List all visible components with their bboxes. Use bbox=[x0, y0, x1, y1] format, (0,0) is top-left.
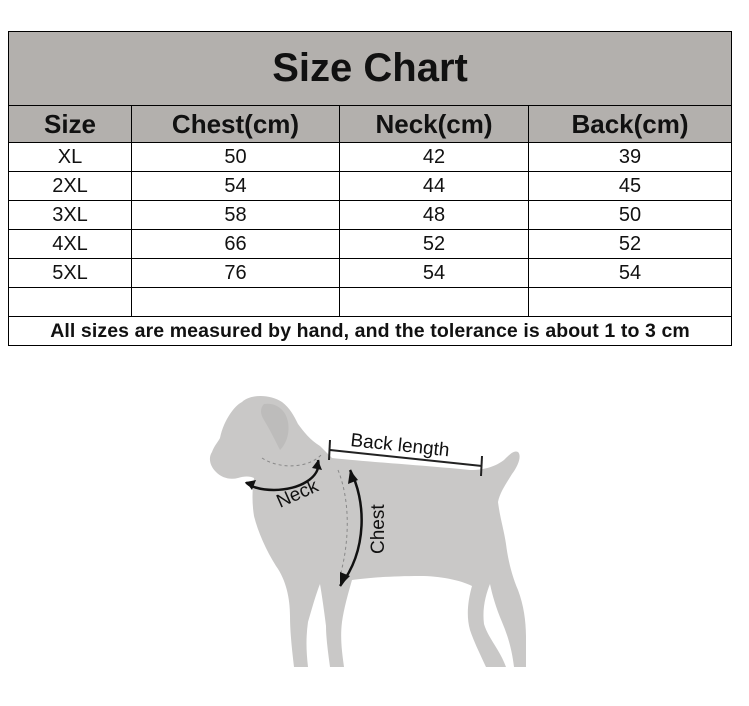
header-row bbox=[9, 106, 732, 143]
header-chest: Chest(cm) bbox=[132, 106, 340, 143]
size-cell: 5XL bbox=[9, 259, 132, 288]
chest-cell: 54 bbox=[132, 172, 340, 201]
size-cell: 4XL bbox=[9, 230, 132, 259]
size-cell: 3XL bbox=[9, 201, 132, 230]
empty-cell bbox=[340, 288, 529, 317]
back-cell: 52 bbox=[529, 230, 732, 259]
chest-cell: 50 bbox=[132, 143, 340, 172]
back-cell: 54 bbox=[529, 259, 732, 288]
chest-cell: 66 bbox=[132, 230, 340, 259]
neck-cell: 52 bbox=[340, 230, 529, 259]
header-back: Back(cm) bbox=[529, 106, 732, 143]
empty-cell bbox=[132, 288, 340, 317]
header-size: Size bbox=[9, 106, 132, 143]
size-cell: 2XL bbox=[9, 172, 132, 201]
dog-illustration bbox=[190, 380, 550, 670]
back-cell: 50 bbox=[529, 201, 732, 230]
back-cell: 39 bbox=[529, 143, 732, 172]
table-row bbox=[9, 143, 732, 172]
chest-label: Chest bbox=[368, 504, 389, 554]
chart-title: Size Chart bbox=[9, 32, 732, 106]
size-chart bbox=[8, 31, 731, 346]
table-row bbox=[9, 172, 732, 201]
size-cell: XL bbox=[9, 143, 132, 172]
chest-cell: 76 bbox=[132, 259, 340, 288]
back-length-label: Back length bbox=[349, 430, 451, 462]
neck-cell: 48 bbox=[340, 201, 529, 230]
dog-measurement-diagram bbox=[190, 380, 550, 670]
table-row bbox=[9, 259, 732, 288]
chest-cell: 58 bbox=[132, 201, 340, 230]
back-length-tick-right bbox=[481, 456, 482, 476]
neck-cell: 54 bbox=[340, 259, 529, 288]
size-table bbox=[8, 31, 732, 346]
neck-cell: 44 bbox=[340, 172, 529, 201]
table-row bbox=[9, 230, 732, 259]
neck-cell: 42 bbox=[340, 143, 529, 172]
table-row bbox=[9, 201, 732, 230]
neck-label: Neck bbox=[273, 475, 322, 513]
empty-row bbox=[9, 288, 732, 317]
empty-cell bbox=[529, 288, 732, 317]
empty-cell bbox=[9, 288, 132, 317]
header-neck: Neck(cm) bbox=[340, 106, 529, 143]
tolerance-note: All sizes are measured by hand, and the tolerance is about 1 to 3 cm bbox=[9, 317, 732, 346]
back-cell: 45 bbox=[529, 172, 732, 201]
back-length-tick-left bbox=[329, 440, 330, 460]
